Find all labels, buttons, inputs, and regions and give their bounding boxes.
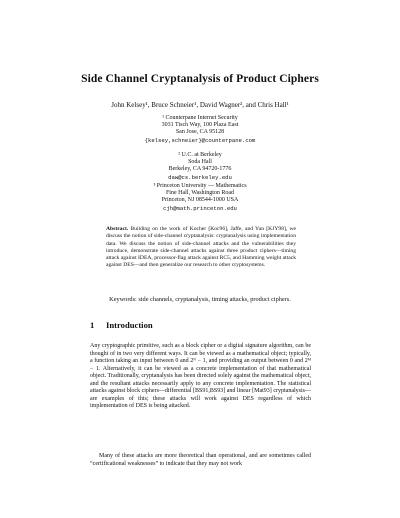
affiliation-line: ² U.C. at Berkeley <box>178 152 222 158</box>
abstract-label: Abstract. <box>106 226 129 232</box>
affiliation-counterpane <box>0 115 400 144</box>
keywords: Keywords: side channels, cryptanalysis, timing attacks, product ciphers. <box>109 296 291 303</box>
affiliation-line: Princeton, NJ 08544-1000 USA <box>161 197 239 204</box>
affiliation-line: ¹ Counterpane Internet Security <box>162 115 238 121</box>
affiliation-email: {kelsey,schneier}@counterpane.com <box>144 136 256 144</box>
section-title: Introduction <box>106 320 153 330</box>
section-heading <box>90 320 153 330</box>
affiliation-line: ³ Princeton University — Mathematics <box>153 183 247 189</box>
affiliation-line: Fine Hall, Washington Road <box>165 190 235 197</box>
body-paragraph: Any cryptographic primitive, such as a block cipher or a digital signature algorithm, can be thought of in two very different ways. It can be viewed as a mathematical object; typically, a function taking an input between 0 and 2ᴺ − 1, and providing an output between 0 and 2ᴹ − 1. Alternatively, it can be viewed as a concrete implementation of that mathematical object. Traditionally, cryptanalysis has been directed solely against the mathematical object, and the resultant attacks necessarily apply to any concrete implementation. The statistical attacks against block ciphers—differential [BS91,BS93] and linear [Mat93] cryptanalysis—are examples of this; these attacks will work against DES regardless of which implementation of DES is being attacked. <box>90 343 311 410</box>
affiliation-berkeley <box>0 152 400 181</box>
affiliation-line: 3031 Tisch Way, 100 Plaza East <box>161 122 239 129</box>
affiliation-email: cjh@math.princeton.edu <box>163 204 237 212</box>
affiliation-line: Soda Hall <box>188 159 212 166</box>
body-paragraph: Many of these attacks are more theoretical than operational, and are sometimes called “certificational weaknesses” to indicate that they may not work <box>90 453 311 467</box>
affiliation-princeton <box>0 183 400 212</box>
abstract-text: Building on the work of Kocher [Koc96], Jaffe, and Yun [KJY98], we discuss the notion of side-channel cryptanalysis: cryptanalysis using implementation data. We discuss the notion of side-channel attacks and the vulnerabilities they introduce, demonstrate side-channel attacks against three product ciphers—timing attack against IDEA, processor-flag attack against RC5, and Hamming weight attack against DES—and then generalize our research to other cryptosystems. <box>106 226 296 269</box>
affiliation-line: San Jose, CA 95128 <box>175 129 225 136</box>
abstract <box>106 226 296 270</box>
affiliation-line: Berkeley, CA 94720-1776 <box>168 166 232 173</box>
section-number: 1 <box>90 320 95 330</box>
affiliation-email: daw@cs.berkeley.edu <box>168 173 232 181</box>
paper-title: Side Channel Cryptanalysis of Product Ciphers <box>81 73 319 85</box>
author-list: John Kelsey¹, Bruce Schneier¹, David Wagner², and Chris Hall¹ <box>111 101 289 109</box>
